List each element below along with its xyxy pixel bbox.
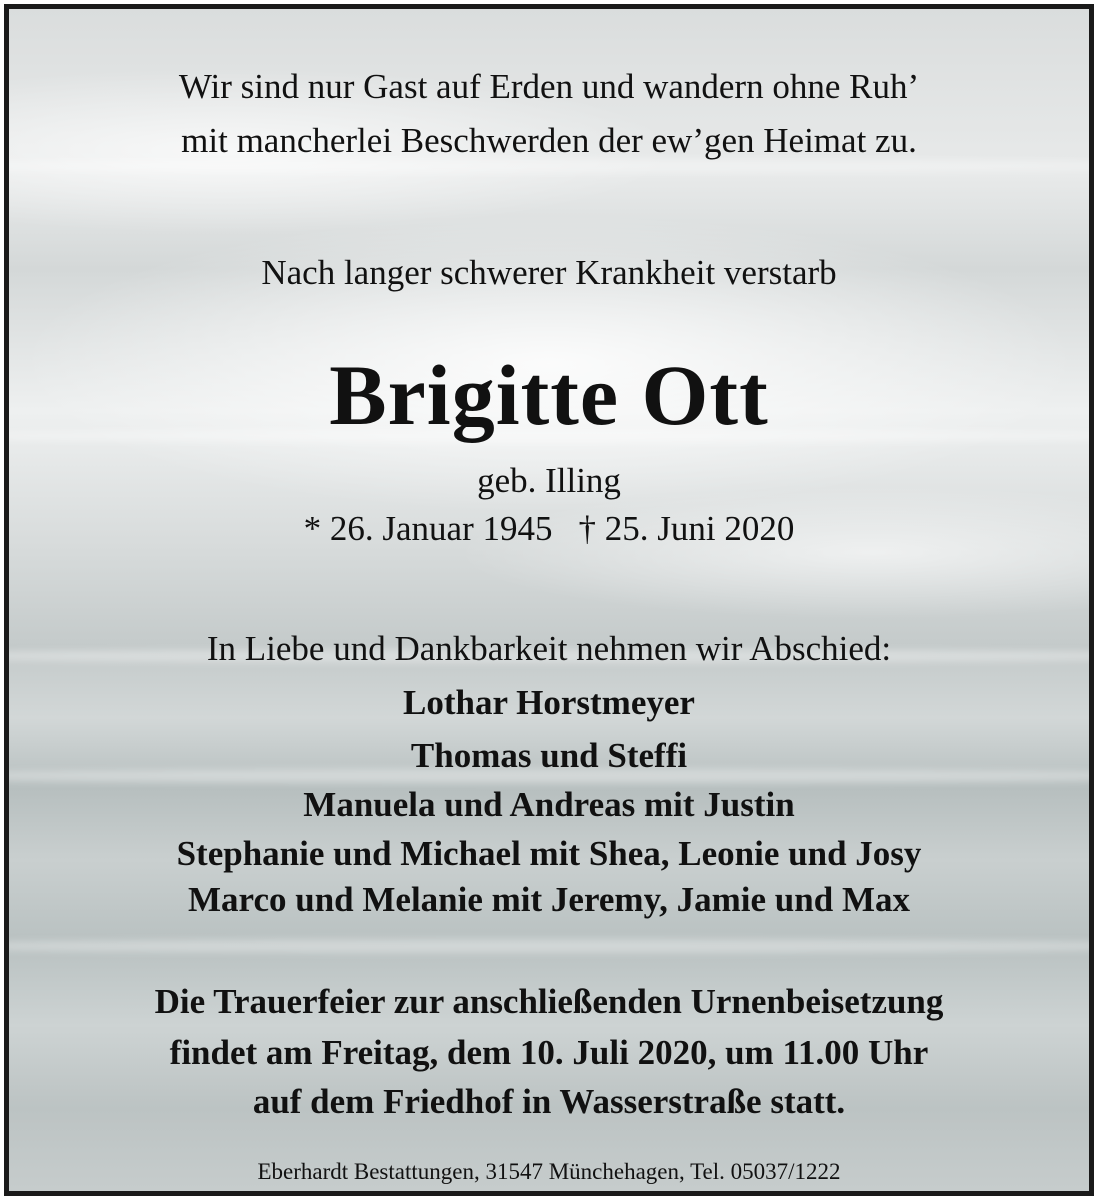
mourner-line: Manuela und Andreas mit Justin (303, 785, 795, 824)
farewell-text: In Liebe und Dankbarkeit nehmen wir Abschied: (206, 629, 892, 668)
intro-text: Nach langer schwerer Krankheit verstarb (261, 253, 837, 292)
mourner-line: Stephanie und Michael mit Shea, Leonie und Josy (176, 834, 922, 873)
deceased-name: Brigitte Ott (329, 347, 769, 443)
mourner-line: Marco und Melanie mit Jeremy, Jamie und Max (188, 880, 910, 919)
life-dates (9, 509, 1089, 549)
cloud-streak (4, 159, 1094, 173)
obituary-card (4, 4, 1094, 1196)
mourner-line: Lothar Horstmeyer (403, 683, 695, 722)
mourner-line: Thomas und Steffi (410, 736, 688, 775)
death-date: † 25. Juni 2020 (578, 509, 795, 548)
verse-line-2: mit mancherlei Beschwerden der ew’gen Heimat zu. (181, 121, 917, 160)
ceremony-line-2: findet am Freitag, dem 10. Juli 2020, um 11.00 Uhr (169, 1033, 929, 1072)
birth-name: geb. Illing (477, 461, 621, 500)
birth-date: * 26. Januar 1945 (303, 509, 553, 548)
ceremony-line-3: auf dem Friedhof in Wasserstraße statt. (252, 1082, 846, 1121)
verse-line-1: Wir sind nur Gast auf Erden und wandern ohne Ruh’ (178, 67, 920, 106)
cloud-streak (4, 939, 1094, 953)
ceremony-line-1: Die Trauerfeier zur anschließenden Urnenbeisetzung (154, 982, 944, 1021)
funeral-home-footer: Eberhardt Bestattungen, 31547 Münchehagen, Tel. 05037/1222 (257, 1159, 841, 1184)
